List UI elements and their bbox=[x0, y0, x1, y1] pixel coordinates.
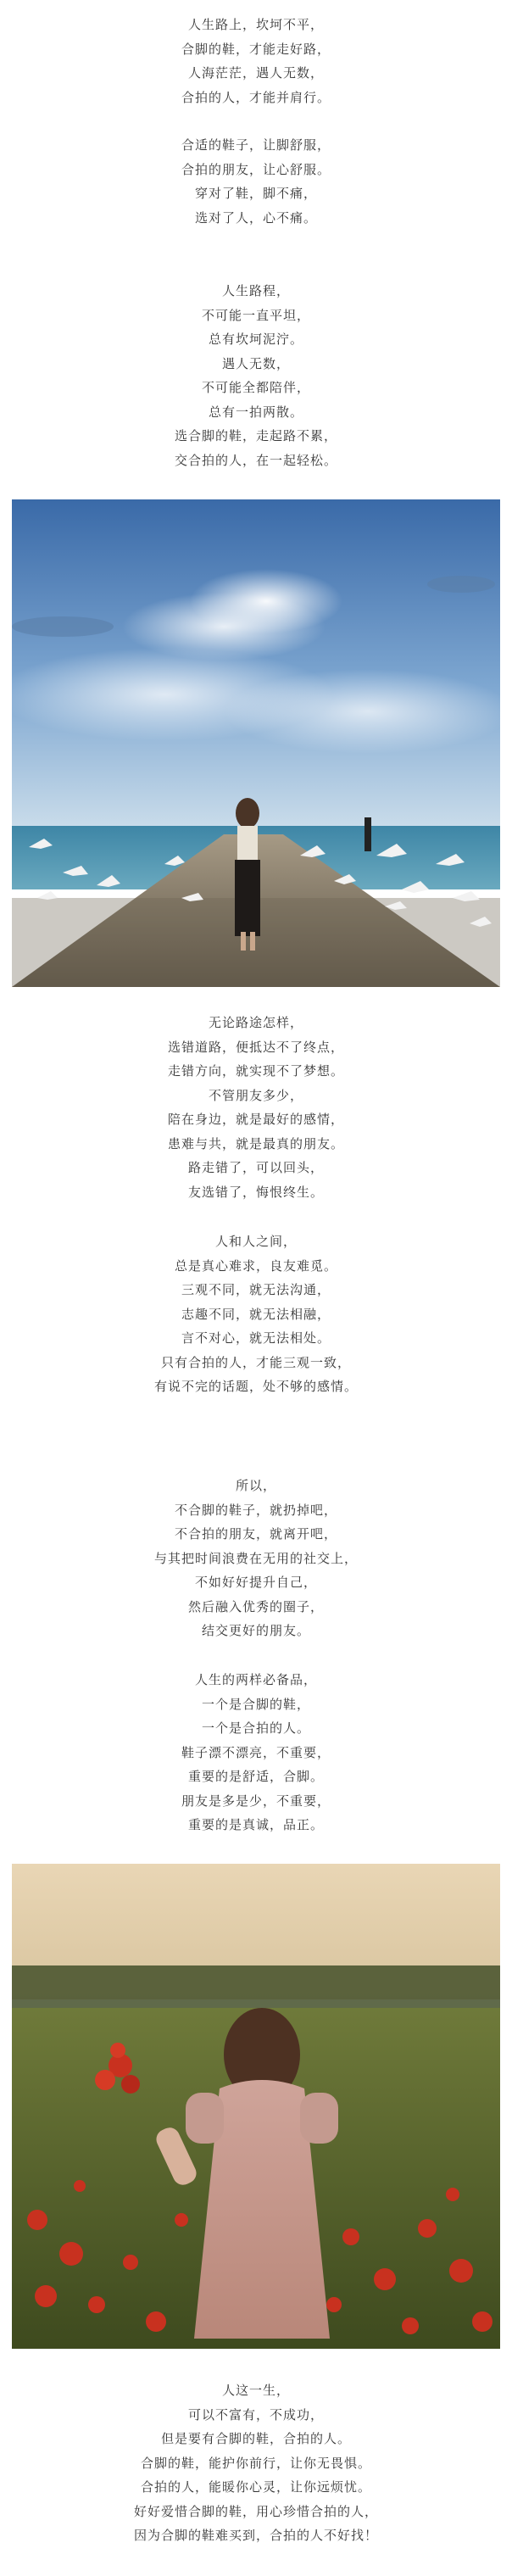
text-line: 遇人无数， bbox=[221, 355, 290, 371]
stanza-2 bbox=[0, 133, 512, 230]
text-line: 不管朋友多少， bbox=[208, 1087, 303, 1103]
text-line: 重要的是真诚，品正。 bbox=[187, 1817, 324, 1832]
text-line: 鞋子漂不漂亮，不重要， bbox=[181, 1744, 331, 1760]
text-line: 一个是合拍的人。 bbox=[201, 1720, 310, 1736]
text-line: 合拍的朋友，让心舒服。 bbox=[181, 161, 331, 177]
stanza-6 bbox=[0, 1474, 512, 1643]
text-line: 朋友是多是少，不重要， bbox=[181, 1793, 331, 1809]
text-line: 人生路上，坎坷不平， bbox=[187, 17, 324, 32]
text-line: 三观不同，就无法沟通， bbox=[181, 1282, 331, 1297]
text-line: 言不对心，就无法相处。 bbox=[181, 1330, 331, 1346]
stanza-3 bbox=[0, 279, 512, 472]
text-line: 总有坎坷泥泞。 bbox=[208, 332, 303, 347]
text-line: 重要的是舒适，合脚。 bbox=[187, 1769, 324, 1784]
text-line: 人和人之间， bbox=[214, 1234, 297, 1249]
text-line: 合拍的人，能暖你心灵，让你远烦忧。 bbox=[140, 2479, 371, 2495]
text-line: 可以不富有，不成功， bbox=[187, 2406, 324, 2423]
text-line: 因为合脚的鞋难买到，合拍的人不好找！ bbox=[133, 2528, 378, 2543]
text-line: 路走错了，可以回头， bbox=[187, 1160, 324, 1175]
pier-scene bbox=[12, 499, 500, 987]
stanza-4 bbox=[0, 1011, 512, 1204]
text-line: 走错方向，就实现不了梦想。 bbox=[167, 1063, 344, 1079]
text-line: 交合拍的人，在一起轻松。 bbox=[174, 452, 337, 468]
poppy-field-scene bbox=[12, 1864, 500, 2349]
text-line: 与其把时间浪费在无用的社交上， bbox=[153, 1550, 358, 1566]
text-line: 人海茫茫，遇人无数， bbox=[187, 65, 324, 81]
text-line: 人生路程， bbox=[221, 283, 290, 298]
text-line: 人生的两样必备品， bbox=[194, 1672, 317, 1687]
text-line: 友选错了，悔恨终生。 bbox=[187, 1184, 324, 1200]
text-line: 不可能全都陪伴， bbox=[201, 380, 310, 395]
text-line: 穿对了鞋，脚不痛， bbox=[194, 186, 317, 201]
text-line: 无论路途怎样， bbox=[208, 1015, 303, 1030]
text-line: 总是真心难求，良友难觅。 bbox=[174, 1257, 337, 1274]
text-line: 陪在身边，就是最好的感情， bbox=[167, 1112, 344, 1127]
text-line: 选对了人，心不痛。 bbox=[194, 209, 317, 226]
text-line: 然后融入优秀的圈子， bbox=[187, 1598, 324, 1614]
text-line: 人这一生， bbox=[221, 2383, 290, 2398]
text-line: 所以， bbox=[235, 1478, 276, 1493]
text-line: 患难与共，就是最真的朋友。 bbox=[167, 1135, 344, 1151]
text-line: 有说不完的话题，处不够的感情。 bbox=[153, 1379, 358, 1394]
text-line: 总有一拍两散。 bbox=[208, 404, 303, 420]
stanza-5 bbox=[0, 1229, 512, 1399]
text-line: 合脚的鞋，才能走好路， bbox=[181, 41, 331, 57]
stanza-8 bbox=[0, 2378, 512, 2548]
text-line: 结交更好的朋友。 bbox=[201, 1623, 310, 1638]
text-line: 合适的鞋子，让脚舒服， bbox=[181, 137, 331, 153]
text-line: 不如好好提升自己， bbox=[194, 1575, 317, 1590]
text-line: 但是要有合脚的鞋，合拍的人。 bbox=[160, 2431, 351, 2446]
text-line: 一个是合脚的鞋， bbox=[201, 1696, 310, 1712]
text-line: 不合拍的朋友，就离开吧， bbox=[174, 1526, 337, 1542]
stanza-7 bbox=[0, 1668, 512, 1837]
text-line: 只有合拍的人，才能三观一致， bbox=[160, 1354, 351, 1370]
text-line: 好好爱惜合脚的鞋，用心珍惜合拍的人， bbox=[133, 2503, 378, 2519]
text-line: 不可能一直平坦， bbox=[201, 307, 310, 323]
text-line: 志趣不同，就无法相融， bbox=[181, 1306, 331, 1322]
text-line: 选错道路，便抵达不了终点， bbox=[167, 1039, 344, 1055]
photo-woman-on-pier bbox=[12, 499, 500, 987]
text-line: 合拍的人，才能并肩行。 bbox=[181, 89, 331, 105]
stanza-1 bbox=[0, 13, 512, 109]
text-line: 不合脚的鞋子，就扔掉吧， bbox=[174, 1502, 337, 1518]
text-line: 选合脚的鞋，走起路不累， bbox=[174, 428, 337, 443]
photo-girl-in-poppy-field bbox=[12, 1864, 500, 2349]
text-line: 合脚的鞋，能护你前行，让你无畏惧。 bbox=[140, 2455, 371, 2471]
